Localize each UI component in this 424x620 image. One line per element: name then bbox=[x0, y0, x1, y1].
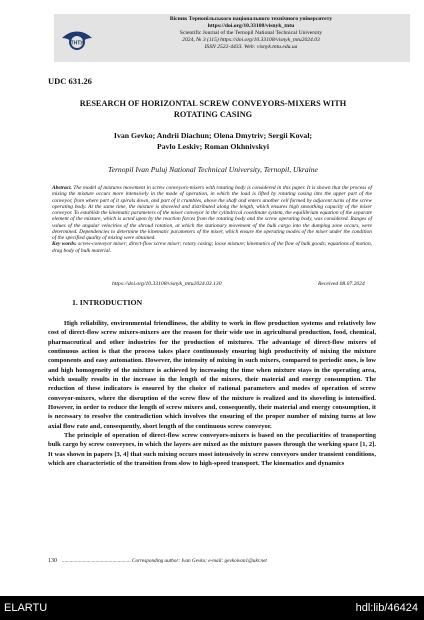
keywords-label: Key words: bbox=[52, 241, 77, 248]
authors-line-2: Pavlo Leskiv; Roman Okhnivskyi bbox=[157, 142, 269, 151]
abstract-block bbox=[52, 185, 372, 254]
handle-identifier[interactable]: hdl:lib/46424 bbox=[355, 602, 418, 614]
paragraph-1: High reliability, environmental friendliness, the ability to work in flow production systems and relatively low cost of direct-flow screw mixers-mixers are the reason for their wide use in agricultural production, food, chemical, pharmaceutical and other industries for the production of mixtures. The advantage of direct-flow mixers of continuous action is that the process takes place continuously ensuring high productivity of mixing the mixture components and easy automation. However, the intensity of mixing in such mixers, compared to periodic ones, is low and high homogeneity of the mixture is achieved by increasing the time when mixture stays in the operating area, which usually results in the increase in the length of the mixers, their material and energy consumption. The reduction of these indicators is ensured by the choice of rational parameters and modes of operation of screw conveyor-mixers, where the disruption of the screw flow of the mixture is realized and its shoveling is intensified. However, in order to reduce the length of screw mixers and, consequently, their material and energy consumption, it is necessary to resolve the contradiction which involves the ensuring of the proper number of mixing turns at low axial flow rate and, consequently, short length of the continuous screw conveyor. bbox=[48, 320, 376, 430]
issn-web: ISSN 2522-4433. Web: visnyk.tntu.edu.ua bbox=[204, 44, 298, 50]
journal-doi-link[interactable]: https://doi.org/10.33108/visnyk_tntu bbox=[207, 23, 295, 29]
abstract-label: Abstract. bbox=[52, 185, 72, 191]
article-title-line-1: RESEARCH OF HORIZONTAL SCREW CONVEYORS-MIXERS WITH bbox=[79, 99, 347, 108]
journal-name-ua: Вісник Тернопільського національного технічного університету bbox=[169, 16, 333, 22]
abstract-text: The model of mixtures movement in screw conveyors-mixers with rotating body is considered in this paper. It is shown that the process of mixing the mixture occurs more intensively in the mode of operation, in which the load is lifted by rotating casing into the upper part of the conveyor, from where part of it spirals down, and part of it crumbles, above the shaft and enters another cell formed by adjacent turns of the screw operating body. At the same time, the mixture is shoveled and distributed along the length, which ensures high smoothing capacity of the mixer conveyor. To establish the kinematic parameters of the mixer conveyor in the cylindrical coordinate system, the equilibrium equation of the separate element of the mixture, which is acted upon by the reaction forces from the rotating body and the screw operating body, was considered. Ranges of values of the angular velocities of the shroud rotation, at which the stationary movement of the bulk cargo into the dumping zone occurs, were determined. Dependencies to determine the kinematic parameters of the mixer, which ensure the operating modes of the mixer under the condition of the specified quality of mixing were obtained. bbox=[52, 185, 372, 241]
page-number: 130 bbox=[48, 558, 57, 564]
issue-info: 2024, № 3 (115) https://doi.org/10.33108/visnyk_tntu2024.03 bbox=[182, 37, 320, 43]
received-date: Received 08.07.2024 bbox=[318, 281, 365, 287]
udc-code: UDC 631.26 bbox=[48, 76, 92, 86]
affiliation: Ternopil Ivan Puluj National Technical University, Ternopil, Ukraine bbox=[108, 165, 318, 174]
authors-line-1: Ivan Gevko; Andrii Diachun; Olena Dmytriv; Sergii Koval; bbox=[113, 131, 313, 140]
paragraph-2: The principle of operation of direct-flow screw conveyors-mixers is based on the peculiarities of transporting bulk cargo by screw conveyors, in which the layers are mixed as the mixture passes through the working space [1, 2]. It was shown in papers [3, 4] that such mixing occurs most intensively in screw conveyors under transient conditions, which are characteristic of the transition from slow to high-speed transport. The kinematics and dynamics bbox=[48, 432, 376, 468]
body-text bbox=[48, 319, 376, 469]
repository-name[interactable]: ELARTU bbox=[4, 602, 48, 614]
article-title-line-2: ROTATING CASING bbox=[173, 110, 253, 119]
corresponding-author-footnote: ..................................................... Corresponding author: Ivan Gevko; e-mail: gevkoivan1@ukr.net bbox=[62, 558, 267, 564]
logo-text: ТНТУ bbox=[70, 40, 84, 47]
journal-logo-icon bbox=[60, 28, 94, 56]
footnote-text: Corresponding author: Ivan Gevko; e-mail: gevkoivan1@ukr.net bbox=[132, 558, 267, 564]
article-doi-link[interactable]: https://doi.org/10.33108/visnyk_tntu2024.03.130 bbox=[112, 281, 222, 287]
section-heading: 1. INTRODUCTION bbox=[72, 298, 143, 307]
journal-name-en: Scientific Journal of the Ternopil National Technical University bbox=[179, 30, 323, 36]
keywords-text: screw-conveyor mixer; direct-flow screw mixer; rotary casing; loose mixture; kinematics of the flow of bulk goods; equations of motion, drag body of bulk material. bbox=[52, 241, 372, 254]
